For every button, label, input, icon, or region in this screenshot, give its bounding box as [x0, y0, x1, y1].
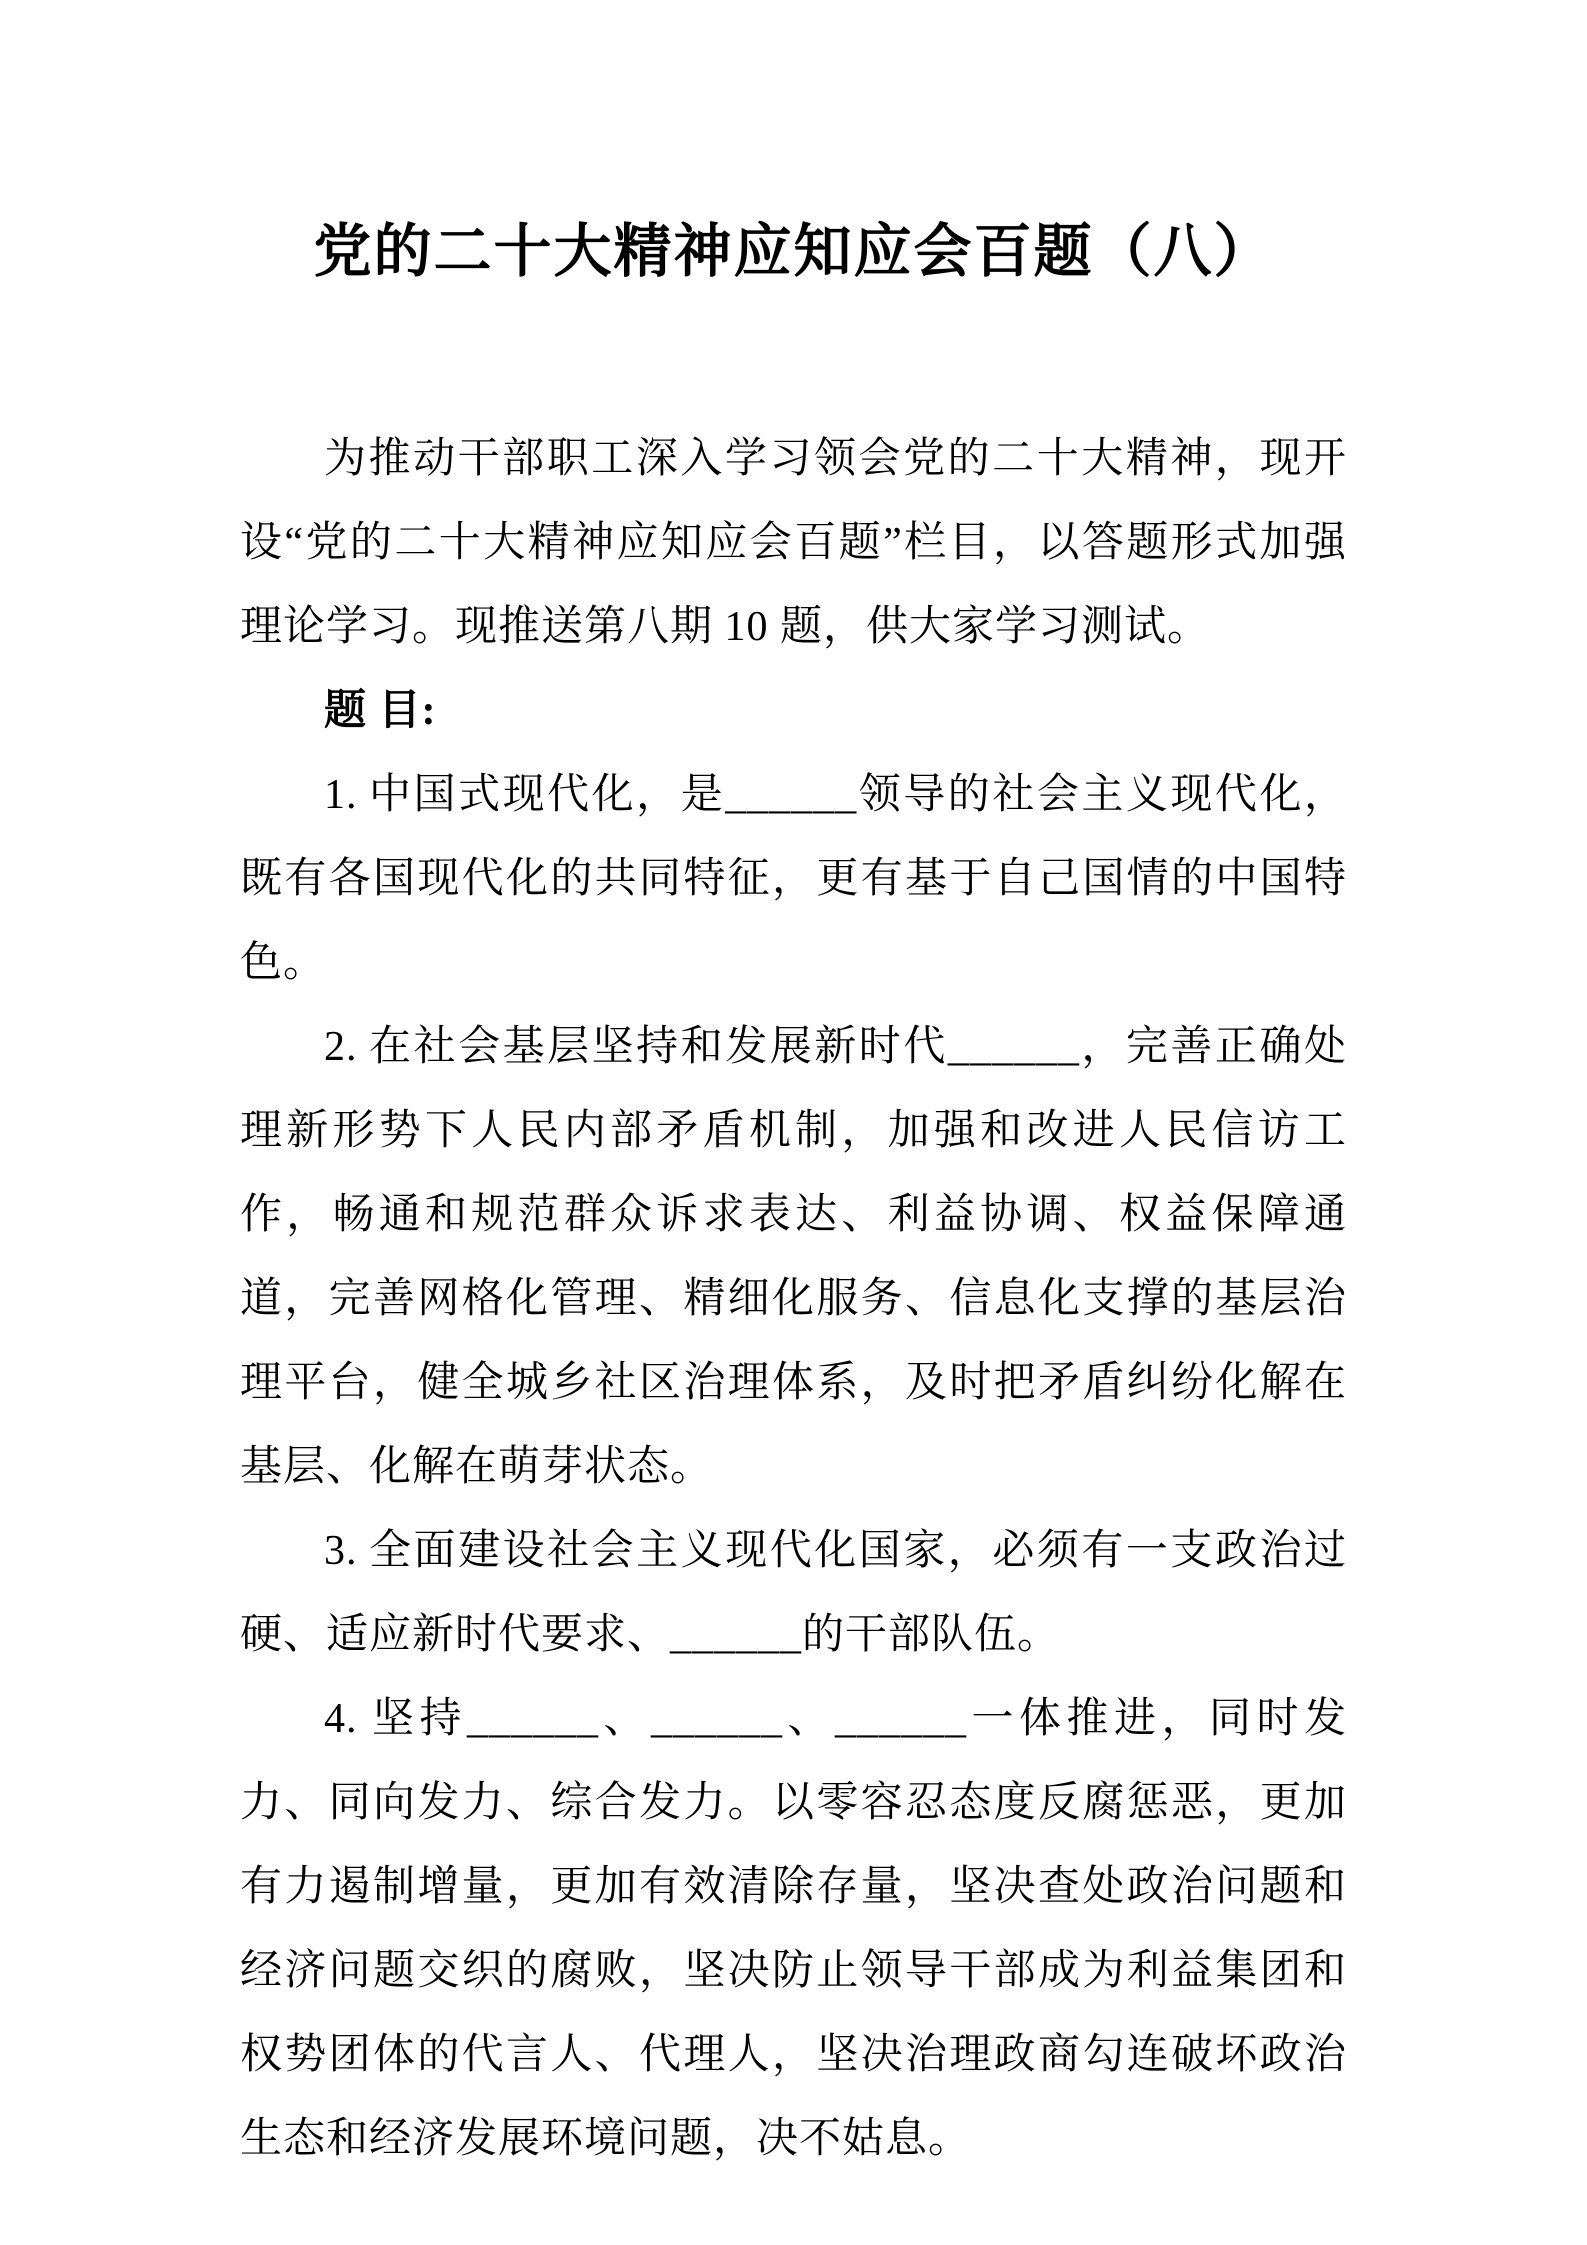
question-text: 坚持______、______、______一体推进，同时发力、同向发力、综合发力。以零容忍态度反腐惩恶，更加有力遏制增量，更加有效清除存量，坚决查处政治问题和经济问题交织的腐败，坚决防止领导干部成为利益集团和权势团体的代言人、代理人，坚决治理政商勾连破坏政治生态和经济发展环境问题，决不姑息。 — [240, 1696, 1347, 2162]
question-text: 在社会基层坚持和发展新时代______，完善正确处理新形势下人民内部矛盾机制，加强和改进人民信访工作，畅通和规范群众诉求表达、利益协调、权益保障通道，完善网格化管理、精细化服务、信息化支撑的基层治理平台，健全城乡社区治理体系，及时把矛盾纠纷化解在基层、化解在萌芽状态。 — [240, 1024, 1347, 1490]
document-title: 党的二十大精神应知应会百题（八） — [313, 219, 1274, 284]
question-item-4 — [240, 1677, 1347, 2181]
question-number: 4. — [324, 1696, 358, 1742]
question-item-3 — [240, 1509, 1347, 1677]
question-item-1 — [240, 753, 1347, 1005]
document-body — [240, 417, 1347, 2181]
question-number: 2. — [324, 1024, 358, 1070]
question-text: 中国式现代化，是______领导的社会主义现代化，既有各国现代化的共同特征，更有基于自己国情的中国特色。 — [240, 772, 1347, 986]
question-number: 3. — [324, 1528, 358, 1574]
question-text: 全面建设社会主义现代化国家，必须有一支政治过硬、适应新时代要求、______的干部队伍。 — [240, 1528, 1347, 1658]
intro-paragraph: 为推动干部职工深入学习领会党的二十大精神，现开设“党的二十大精神应知应会百题”栏目，以答题形式加强理论学习。现推送第八期 10 题，供大家学习测试。 — [240, 436, 1347, 650]
question-number: 1. — [324, 772, 358, 818]
question-item-2 — [240, 1005, 1347, 1509]
section-heading: 题 目: — [324, 688, 437, 734]
